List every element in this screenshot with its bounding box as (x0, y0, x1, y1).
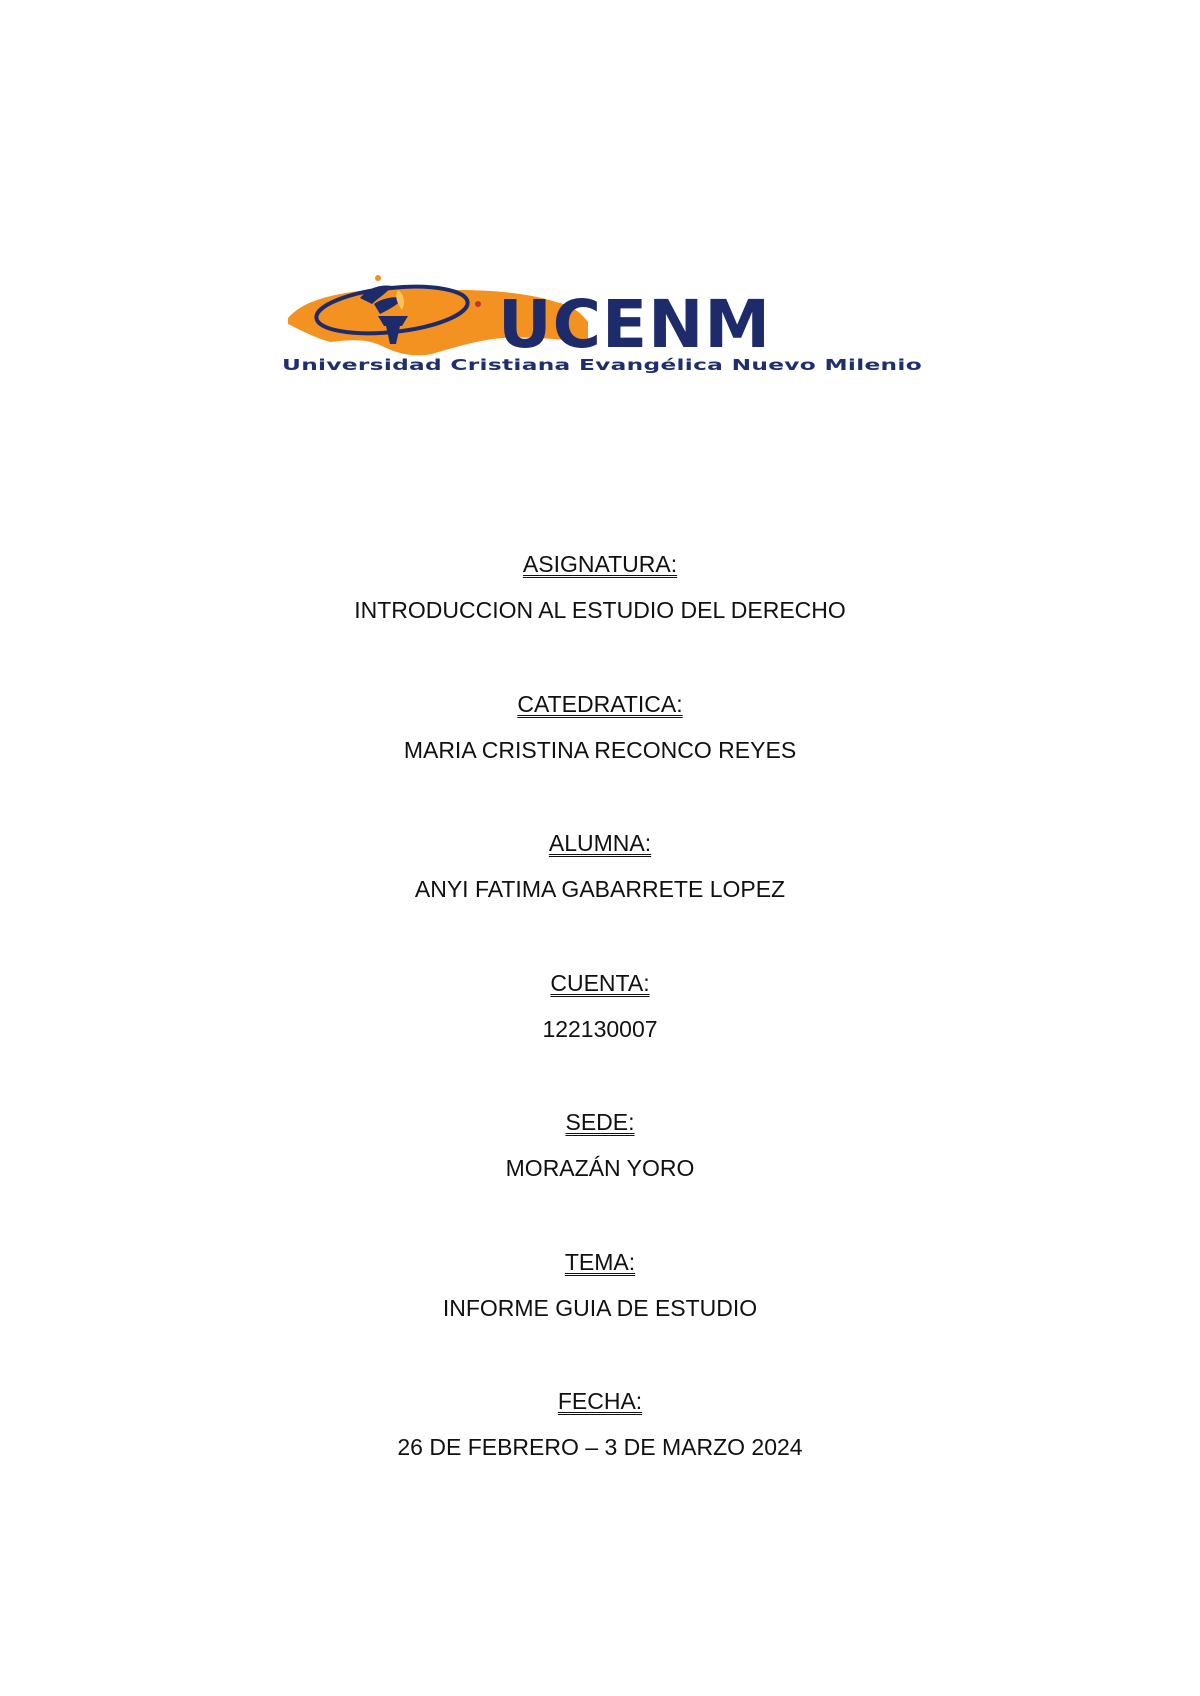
field-fecha (0, 1385, 1200, 1525)
cover-fields (0, 548, 1200, 1525)
field-label: ASIGNATURA: (522, 551, 678, 577)
field-value: ANYI FATIMA GABARRETE LOPEZ (414, 876, 786, 902)
logo-university-name: Universidad Cristiana Evangélica Nuevo Milenio (282, 356, 922, 374)
field-value: MARIA CRISTINA RECONCO REYES (403, 736, 797, 763)
field-value: INFORME GUIA DE ESTUDIO (442, 1294, 758, 1321)
field-asignatura (0, 548, 1200, 688)
field-cuenta (0, 967, 1200, 1107)
university-logo (282, 268, 922, 384)
field-label: SEDE: (565, 1109, 635, 1135)
field-sede (0, 1106, 1200, 1246)
accent-dot (475, 301, 481, 307)
field-label: TEMA: (564, 1248, 636, 1275)
accent-dot (375, 275, 381, 281)
logo-acronym: UCENM (498, 286, 772, 363)
field-label: CUENTA: (550, 969, 650, 996)
field-label: ALUMNA: (548, 830, 652, 856)
field-label: FECHA: (557, 1388, 643, 1414)
field-label: CATEDRATICA: (517, 690, 683, 717)
field-tema (0, 1246, 1200, 1386)
field-value: MORAZÁN YORO (505, 1155, 695, 1181)
field-catedratica (0, 688, 1200, 828)
field-value: 26 DE FEBRERO – 3 DE MARZO 2024 (397, 1434, 803, 1460)
field-value: 122130007 (542, 1015, 658, 1042)
field-value: INTRODUCCION AL ESTUDIO DEL DERECHO (354, 597, 846, 623)
field-alumna (0, 827, 1200, 967)
